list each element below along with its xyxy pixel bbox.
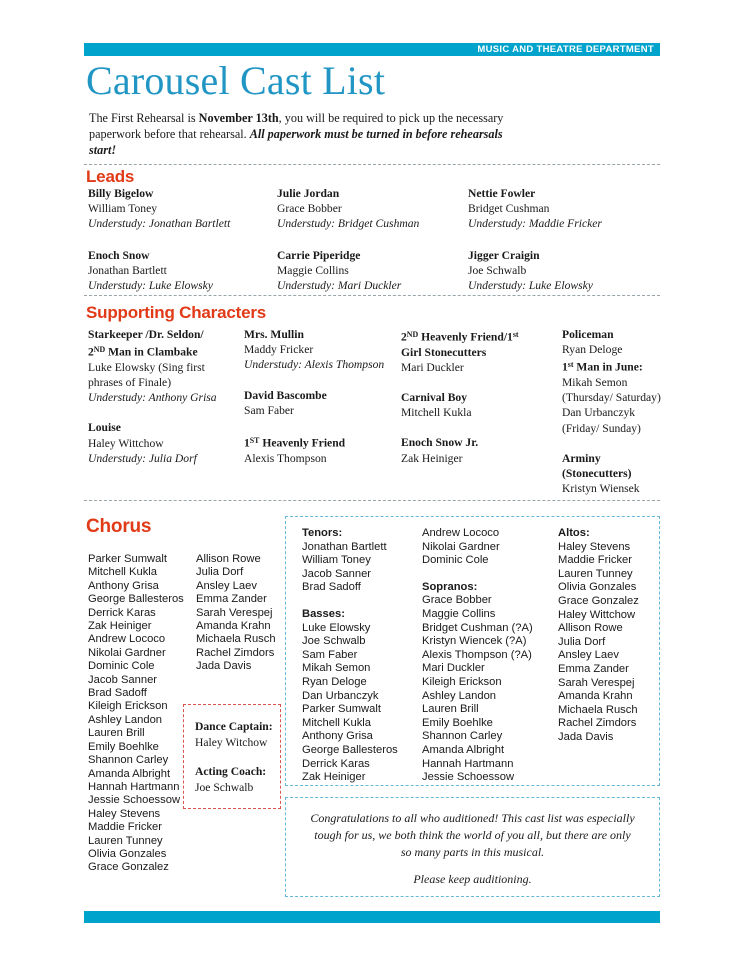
leads-col-6 [468, 248, 658, 294]
chorus-name: Brad Sadoff [88, 687, 147, 700]
chorus-name: Jacob Sanner [88, 673, 158, 686]
congratulations-box [285, 797, 660, 897]
intro-text-b: , you will be required to pick up the necessary paperwork before that rehearsal. [89, 111, 504, 141]
voice-name: Sam Faber [302, 648, 358, 661]
leads-col-2 [277, 186, 462, 232]
chorus-name: Ansley Laev [196, 579, 257, 592]
leads-col-3 [468, 186, 658, 232]
cast-name: Bridget Cushman [468, 202, 550, 216]
voice-name: Emily Boehlke [422, 716, 493, 729]
leads-col-1 [88, 186, 268, 232]
voice-name: Dan Urbanczyk [302, 689, 379, 702]
chorus-name: Allison Rowe [196, 553, 261, 565]
intro-emphasis: All paperwork must be turned in before rehearsals start! [89, 127, 503, 157]
spacer [422, 568, 552, 581]
role-title: Starkeeper /Dr. Seldon/ [88, 328, 204, 341]
ordinal-sup: ND [93, 345, 106, 355]
voice-name: Michaela Rusch [558, 703, 638, 716]
voice-part-heading: Basses: [302, 607, 345, 620]
cast-name-schedule-1: Mikah Semon (Thursday/ Saturday) [562, 375, 661, 405]
page-title: Carousel Cast List [86, 58, 386, 103]
chorus-name: Anthony Grisa [88, 579, 159, 592]
chorus-name: Nikolai Gardner [88, 646, 166, 659]
chorus-name: Sarah Verespej [196, 606, 273, 619]
chorus-name: Derrick Karas [88, 606, 156, 619]
role-title: Louise [88, 421, 121, 435]
voice-name: Ansley Laev [558, 649, 619, 662]
voice-name: Olivia Gonzales [558, 581, 637, 594]
understudy: Understudy: Bridget Cushman [277, 217, 420, 231]
voice-name: Julia Dorf [558, 635, 606, 648]
ordinal-sup: ND [406, 330, 419, 339]
cast-name: William Toney [88, 202, 158, 216]
ordinal-sup: st [567, 360, 574, 370]
cast-name: Jonathan Bartlett [88, 264, 167, 278]
chorus-name: Lauren Tunney [88, 834, 163, 847]
department-label: MUSIC AND THEATRE DEPARTMENT [477, 44, 654, 55]
chorus-name: Jada Davis [196, 660, 252, 673]
cast-name: Zak Heiniger [401, 451, 463, 465]
chorus-name: Ashley Landon [88, 713, 163, 726]
voice-name: Dominic Cole [422, 554, 489, 567]
understudy: Understudy: Alexis Thompson [244, 358, 385, 372]
acting-coach-label: Acting Coach: [195, 765, 267, 778]
voice-part-heading: Sopranos: [422, 580, 478, 593]
voice-name: Ashley Landon [422, 689, 497, 702]
voice-name: Haley Stevens [558, 540, 631, 553]
voice-name: Sarah Verespej [558, 676, 635, 689]
divider-below-supporting [84, 500, 660, 501]
supporting-heading: Supporting Characters [86, 303, 266, 322]
acting-coach-name: Joe Schwalb [195, 780, 254, 794]
chorus-name: Grace Gonzalez [88, 861, 169, 874]
leads-col-5 [277, 248, 462, 294]
role-title-line2: Girl Stonecutters [401, 345, 487, 359]
chorus-name: Amanda Krahn [196, 620, 271, 633]
chorus-left-column [88, 553, 193, 875]
cast-name: Ryan Deloge [562, 343, 623, 357]
chorus-name: George Ballesteros [88, 593, 184, 606]
voice-name: Parker Sumwalt [302, 703, 381, 716]
congrats-line-1: Congratulations to all who auditioned! This cast list was especially tough for us, we both think the world of you all, but there are only so many parts in this musical. [310, 811, 635, 859]
role-title: Carrie Piperidge [277, 249, 361, 262]
chorus-name: Zak Heiniger [88, 620, 152, 633]
chorus-name: Emma Zander [196, 593, 267, 606]
chorus-name: Rachel Zimdors [196, 646, 275, 659]
voice-name: William Toney [302, 554, 371, 567]
voice-name: Alexis Thompson (?A) [422, 648, 532, 661]
cast-name: Joe Schwalb [468, 264, 527, 278]
role-title: Carnival Boy [401, 390, 468, 404]
congrats-line-2: Please keep auditioning. [413, 872, 532, 886]
cast-name: Grace Bobber [277, 202, 342, 216]
cast-name: Sam Faber [244, 403, 294, 417]
voice-name: Allison Rowe [558, 622, 623, 635]
intro-paragraph [89, 110, 519, 158]
voice-name: Lauren Tunney [558, 567, 633, 580]
chorus-name: Parker Sumwalt [88, 553, 167, 565]
rehearsal-date: November 13th [198, 111, 279, 125]
voice-name: Maddie Fricker [558, 554, 632, 567]
voice-name: Zak Heiniger [302, 771, 366, 784]
dance-captain-name: Haley Witchow [195, 735, 268, 749]
role-title-heavenly-friend: 1ST Heavenly Friend [244, 436, 346, 450]
voice-name: Amanda Krahn [558, 690, 633, 703]
cast-name: Alexis Thompson [244, 451, 327, 465]
supporting-col-2 [244, 327, 389, 466]
voice-name: Kileigh Erickson [422, 675, 502, 688]
cast-name: Maggie Collins [277, 264, 349, 278]
voice-column-altos [558, 527, 663, 745]
chorus-name: Haley Stevens [88, 807, 161, 820]
chorus-name: Andrew Lococo [88, 633, 166, 646]
cast-name: Luke Elowsky (Sing first phrases of Finale) [88, 360, 205, 389]
voice-name: Luke Elowsky [302, 621, 371, 634]
chorus-name: Emily Boehlke [88, 740, 159, 753]
role-title: Billy Bigelow [88, 187, 154, 200]
voice-name: Anthony Grisa [302, 730, 373, 743]
voice-column-tenors-basses [302, 527, 422, 785]
voice-column-sopranos [422, 527, 552, 785]
voice-name: Ryan Deloge [302, 675, 367, 688]
chorus-heading: Chorus [86, 516, 152, 537]
ordinal-sup: ST [249, 436, 260, 446]
chorus-name: Julia Dorf [196, 566, 244, 579]
leads-heading: Leads [86, 167, 135, 186]
voice-part-heading: Altos: [558, 527, 590, 539]
chorus-name: Shannon Carley [88, 754, 169, 767]
chorus-name: Amanda Albright [88, 767, 171, 780]
ordinal-sup-2: st [512, 330, 519, 339]
voice-name: Amanda Albright [422, 743, 505, 756]
voice-part-heading: Tenors: [302, 527, 343, 539]
role-title: Enoch Snow Jr. [401, 436, 479, 450]
chorus-name: Lauren Brill [88, 727, 145, 740]
divider-below-leads [84, 295, 660, 296]
voice-name: Mari Duckler [422, 662, 485, 675]
understudy: Understudy: Luke Elowsky [88, 279, 213, 293]
cast-name: Haley Wittchow [88, 436, 164, 450]
voice-name: Grace Bobber [422, 594, 492, 607]
understudy: Understudy: Jonathan Bartlett [88, 217, 231, 231]
role-title-man-in-june: 1st Man in June: [562, 360, 643, 374]
role-title-line1: 2ND Heavenly Friend/1st [401, 330, 519, 344]
voice-name: Maggie Collins [422, 607, 496, 620]
role-title: Jigger Craigin [468, 249, 540, 262]
voice-parts-box [285, 516, 660, 786]
voice-name: Mitchell Kukla [302, 716, 372, 729]
voice-name: Brad Sadoff [302, 581, 361, 594]
role-title: Enoch Snow [88, 249, 150, 262]
supporting-col-3 [401, 327, 551, 466]
chorus-name: Maddie Fricker [88, 821, 162, 834]
role-title: Policeman [562, 328, 614, 341]
chorus-name: Michaela Rusch [196, 633, 276, 646]
divider-above-leads [84, 164, 660, 165]
voice-name: George Ballesteros [302, 743, 398, 756]
spacer [302, 595, 422, 608]
chorus-name: Jessie Schoessow [88, 794, 181, 807]
voice-name: Jonathan Bartlett [302, 540, 387, 553]
dance-captain-label: Dance Captain: [195, 720, 273, 733]
cast-name: Mitchell Kukla [401, 406, 472, 420]
voice-name: Shannon Carley [422, 730, 503, 743]
chorus-name: Kileigh Erickson [88, 700, 168, 713]
understudy: Understudy: Maddie Fricker [468, 217, 602, 231]
department-banner [84, 43, 660, 56]
staff-box [183, 704, 281, 809]
voice-name: Grace Gonzalez [558, 594, 639, 607]
cast-name: Kristyn Wiensek [562, 482, 640, 496]
understudy: Understudy: Mari Duckler [277, 279, 402, 293]
voice-name: Jacob Sanner [302, 567, 372, 580]
chorus-name: Hannah Hartmann [88, 780, 180, 793]
supporting-col-4 [562, 327, 662, 496]
cast-name-schedule-2: Dan Urbanczyk (Friday/ Sunday) [562, 406, 641, 435]
voice-name: Rachel Zimdors [558, 717, 637, 730]
voice-name: Andrew Lococo [422, 527, 500, 539]
voice-name: Nikolai Gardner [422, 540, 500, 553]
understudy: Understudy: Anthony Grisa [88, 391, 217, 405]
role-title: Mrs. Mullin [244, 328, 304, 341]
voice-name: Hannah Hartmann [422, 757, 514, 770]
footer-banner [84, 911, 660, 923]
voice-name: Kristyn Wiencek (?A) [422, 635, 527, 648]
voice-name: Jada Davis [558, 730, 614, 743]
voice-name: Bridget Cushman (?A) [422, 621, 533, 634]
chorus-name: Mitchell Kukla [88, 566, 158, 579]
understudy: Understudy: Julia Dorf [88, 451, 197, 465]
voice-name: Derrick Karas [302, 757, 370, 770]
voice-name: Haley Wittchow [558, 608, 636, 621]
intro-text-a: The First Rehearsal is [89, 111, 199, 125]
supporting-col-1 [88, 327, 238, 466]
voice-name: Lauren Brill [422, 703, 479, 716]
cast-name: Maddy Fricker [244, 343, 314, 357]
role-title: Arminy (Stonecutters) [562, 451, 632, 480]
role-title-line2: 2ND Man in Clambake [88, 345, 198, 359]
voice-name: Jessie Schoessow [422, 771, 515, 784]
voice-name: Joe Schwalb [302, 635, 366, 648]
leads-col-4 [88, 248, 268, 294]
understudy: Understudy: Luke Elowsky [468, 279, 593, 293]
voice-name: Mikah Semon [302, 662, 371, 675]
role-title: David Bascombe [244, 388, 327, 402]
role-title: Julie Jordan [277, 187, 340, 200]
chorus-name: Dominic Cole [88, 660, 155, 673]
chorus-name: Olivia Gonzales [88, 847, 167, 860]
cast-name: Mari Duckler [401, 360, 464, 374]
voice-name: Emma Zander [558, 662, 629, 675]
role-title: Nettie Fowler [468, 187, 536, 200]
